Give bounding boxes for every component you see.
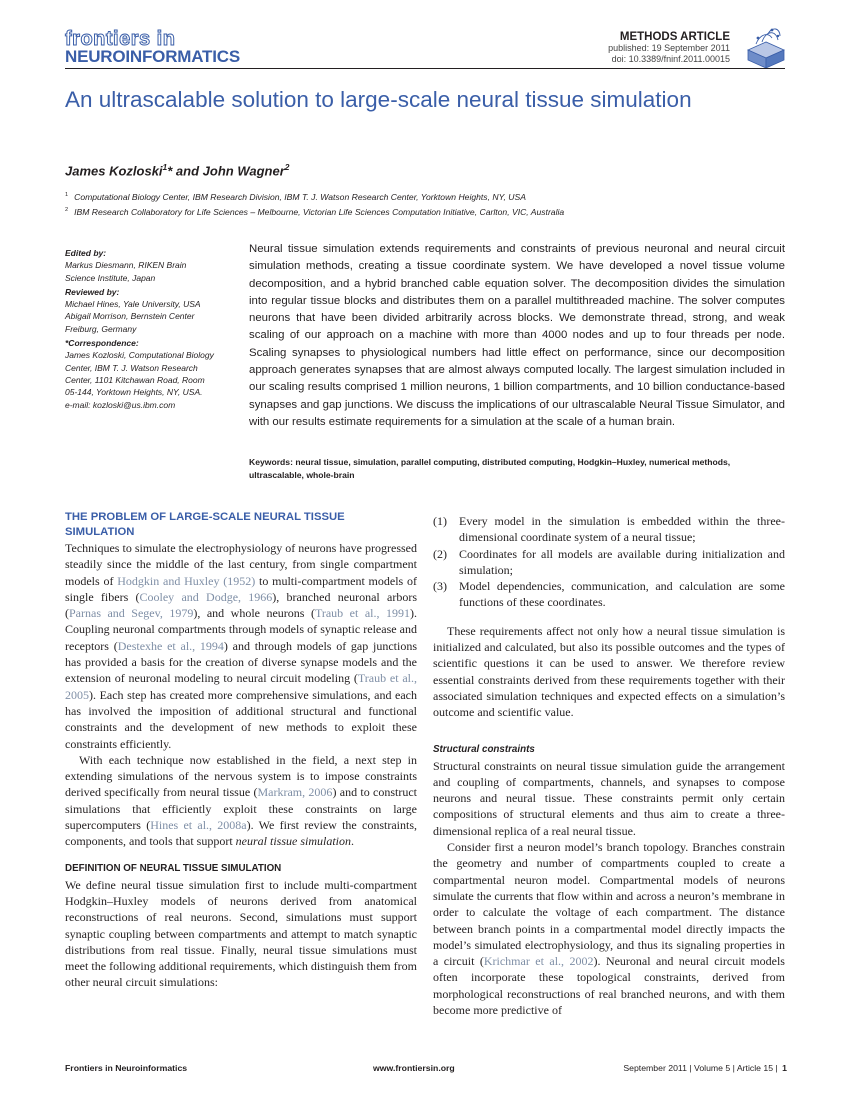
- abstract: Neural tissue simulation extends requirements and constraints of previous neuronal and neural circuit simulation methods, creating a tissue coordinate system. We have developed a novel tissue volume decomposition, and a hybrid branched cable equation solver. The decomposition divides the simulation into regular tissue blocks and distributes them on a parallel multithreaded machine. The solver computes neurons that have been divided arbitrarily across blocks. We demonstrate thread, strong, and weak scaling of our approach on a machine with more than 4000 nodes and up to four threads per node. Scaling synapses to physiological numbers had little effect on performance, since our decomposition approach generates synapses that are almost always computed locally. The largest simulation included in our scaling results comprised 1 million neurons, 1 billion compartments, and 10 billion conductance-based synapses and gap junctions. We discuss the implications of our ultrascalable Neural Tissue Simulator, and with our results estimate requirements for a simulation at the scale of a human brain.: [249, 243, 785, 428]
- correspondence-label: *Correspondence:: [65, 338, 139, 349]
- text-run: With each technique now established in the field, a next step in extending simulations of the nervous system is to impose constraints derived specifically from neural tissue (: [65, 752, 417, 800]
- doi[interactable]: doi: 10.3389/fninf.2011.00015: [611, 54, 730, 64]
- paragraph: We define neural tissue simulation first to include multi-compartment Hodgkin–Huxley models of neurons derived from anatomical reconstructions of real neurons. Second, simulations must support synaptic coupling between compartments and attempt to match synaptic distributions from real tissue. Finally, neural tissue simulations must meet the following additional requirements, which distinguish them from other neural circuit simulations:: [65, 877, 417, 990]
- affiliation-2: [65, 204, 785, 219]
- reviewer-line: Freiburg, Germany: [65, 323, 137, 334]
- paragraph: Structural constraints on neural tissue simulation guide the arrangement and coupling of compartments, channels, and synapses to compose neurons and neural tissue. These constraints permit only certain compositions of structural elements and thus aim to create a three-dimensional replica of a real neural tissue.: [433, 758, 785, 838]
- header-rule: [65, 68, 785, 69]
- list-item: [433, 578, 785, 611]
- citation-link[interactable]: Traub et al., 1991: [314, 606, 410, 621]
- affiliations: [65, 189, 785, 219]
- paragraph: [65, 752, 417, 850]
- body-column-left: [65, 510, 417, 991]
- text-run: Techniques to simulate the electrophysiology of neurons have progressed steadily since the middle of the last century, from single compartment models of: [65, 541, 417, 588]
- text-run: to multi-compartment models of single fibers (: [65, 573, 417, 604]
- citation-link[interactable]: Hines et al., 2008a: [150, 818, 247, 833]
- affiliation-1: [65, 189, 785, 204]
- published-date: published: 19 September 2011: [608, 43, 730, 53]
- correspondence-line: 05-144, Yorktown Heights, NY, USA.: [65, 387, 203, 398]
- keywords: Keywords: neural tissue, simulation, parallel computing, distributed computing, Hodgkin–Huxley, numerical methods, ultrascalable, whole-brain: [249, 457, 731, 480]
- list-text: Model dependencies, communication, and calculation are some functions of these coordinates.: [459, 579, 785, 610]
- journal-logo[interactable]: [65, 30, 240, 66]
- text-run: ) and through models of gap junctions has provided a basis for the creation of diverse synapse models and the extension of neuronal modeling to neural circuit modeling (: [65, 638, 418, 686]
- text-run: ). Each step has created more comprehensive simulations, and each has involved the imposition of additional structural and functional constraints and the development of new methods to exploit these constraints efficiently.: [65, 687, 417, 751]
- text-run: ). We first review the constraints, components, and tools that support: [65, 818, 417, 849]
- author-and: and: [172, 163, 203, 179]
- author-affil-sup: 2: [284, 162, 290, 172]
- paragraph: [65, 540, 417, 752]
- logo-neuroinformatics: NEUROINFORMATICS: [65, 47, 240, 66]
- text-run: ) and to construct simulations that efficiently exploit these constraints on large supercomputers (: [65, 785, 417, 833]
- editor-line: Markus Diesmann, RIKEN Brain: [65, 260, 187, 271]
- text-run: Consider first a neuron model’s branch topology. Branches constrain the geometry and number of compartments coupled to create a compartmental neuron model. Compartmental models of neurons simulate the currents that flow within and across a neuron’s membrane in order to calculate the voltage of each compartment. The distance between branch points in a compartmental model directly impacts the model’s simulated electrophysiology, and thus its signaling properties in a circuit (: [433, 840, 785, 969]
- footer-issue-text: September 2011 | Volume 5 | Article 15 |: [623, 1063, 778, 1073]
- author-wagner[interactable]: John Wagner: [202, 163, 285, 179]
- text-run: ). Neuronal and neural circuit models often incorporate these topological constraints, derived from morphological reconstructions of real branched neurons, and with them become more predictive of: [433, 954, 785, 1018]
- article-meta: [608, 31, 730, 65]
- page-number: 1: [782, 1063, 787, 1073]
- affil-num: 2: [65, 206, 69, 213]
- paragraph: These requirements affect not only how a neural tissue simulation is initialized and calculated, but also its possible outcomes and the types of scientific questions it can be used to answer. We therefore review essential constraints derived from these requirements together with their associated simulation techniques and expected effects on a simulation’s outcome and scientific value.: [433, 623, 785, 720]
- citation-link[interactable]: Hodgkin and Huxley (1952): [117, 573, 256, 588]
- affil-num: 1: [65, 192, 69, 198]
- article-title: An ultrascalable solution to large-scale neural tissue simulation: [65, 87, 692, 112]
- frontiers-cube-icon: [742, 24, 790, 70]
- list-number: (2): [433, 546, 447, 561]
- text-run: ). Coupling neuronal compartments through models of synaptic release and receptors (: [65, 606, 417, 653]
- correspondence-email[interactable]: e-mail: kozloski@us.ibm.com: [65, 399, 176, 410]
- editor-line: Science Institute, Japan: [65, 272, 156, 283]
- list-item: [433, 546, 785, 579]
- body-column-right: [433, 513, 785, 1018]
- citation-link[interactable]: Markram, 2006: [257, 785, 333, 800]
- text-run: .: [351, 834, 354, 849]
- citation-link[interactable]: Traub et al., 2005: [65, 671, 417, 702]
- footer-issue: [623, 1063, 787, 1073]
- section-heading: THE PROBLEM OF LARGE-SCALE NEURAL TISSUE SIMULATION: [65, 511, 345, 538]
- edited-by-label: Edited by:: [65, 248, 107, 258]
- article-type: METHODS ARTICLE: [619, 31, 730, 43]
- author-kozloski[interactable]: James Kozloski: [65, 163, 163, 179]
- citation-link[interactable]: Parnas and Segev, 1979: [69, 606, 194, 621]
- list-number: (1): [433, 514, 447, 528]
- text-run: ), branched neuronal arbors (: [65, 589, 418, 621]
- italic-term: neural tissue simulation: [235, 834, 351, 849]
- author-affil-sup: 1: [162, 162, 168, 172]
- citation-link[interactable]: Cooley and Dodge, 1966: [139, 589, 273, 604]
- correspondence-line: James Kozloski, Computational Biology: [65, 350, 214, 361]
- reviewer-line: Abigail Morrison, Bernstein Center: [65, 311, 195, 322]
- footer-url[interactable]: www.frontiersin.org: [373, 1063, 455, 1073]
- list-number: (3): [433, 579, 447, 594]
- reviewed-by-label: Reviewed by:: [65, 286, 120, 297]
- corresponding-star: *: [167, 163, 173, 179]
- subsection-heading: Structural constraints: [433, 743, 535, 755]
- reviewer-line: Michael Hines, Yale University, USA: [65, 299, 201, 310]
- list-text: Coordinates for all models are available during initialization and simulation;: [459, 546, 785, 577]
- affil-text: Computational Biology Center, IBM Research Division, IBM T. J. Watson Research Center, Yorktown Heights, NY, USA: [74, 191, 526, 202]
- correspondence-line: Center, 1101 Kitchawan Road, Room: [65, 374, 205, 385]
- paragraph: [433, 839, 785, 1018]
- citation-link[interactable]: Destexhe et al., 1994: [117, 638, 224, 653]
- editorial-sidebar: [65, 245, 245, 411]
- author-list: [65, 162, 289, 178]
- citation-link[interactable]: Krichmar et al., 2002: [483, 954, 594, 969]
- list-text: Every model in the simulation is embedded within the three-dimensional coordinate system of a neural tissue;: [459, 514, 785, 545]
- text-run: ), and whole neurons (: [193, 606, 315, 621]
- correspondence-line: Center, IBM T. J. Watson Research: [65, 362, 198, 373]
- footer-journal: Frontiers in Neuroinformatics: [65, 1063, 188, 1073]
- affil-text: IBM Research Collaboratory for Life Sciences – Melbourne, Victorian Life Sciences Computation Initiative, Carlton, VIC, Australia: [74, 206, 565, 217]
- logo-frontiers-in: frontiers in: [65, 28, 176, 50]
- list-item: [433, 513, 785, 546]
- subsection-heading: DEFINITION OF NEURAL TISSUE SIMULATION: [65, 862, 282, 874]
